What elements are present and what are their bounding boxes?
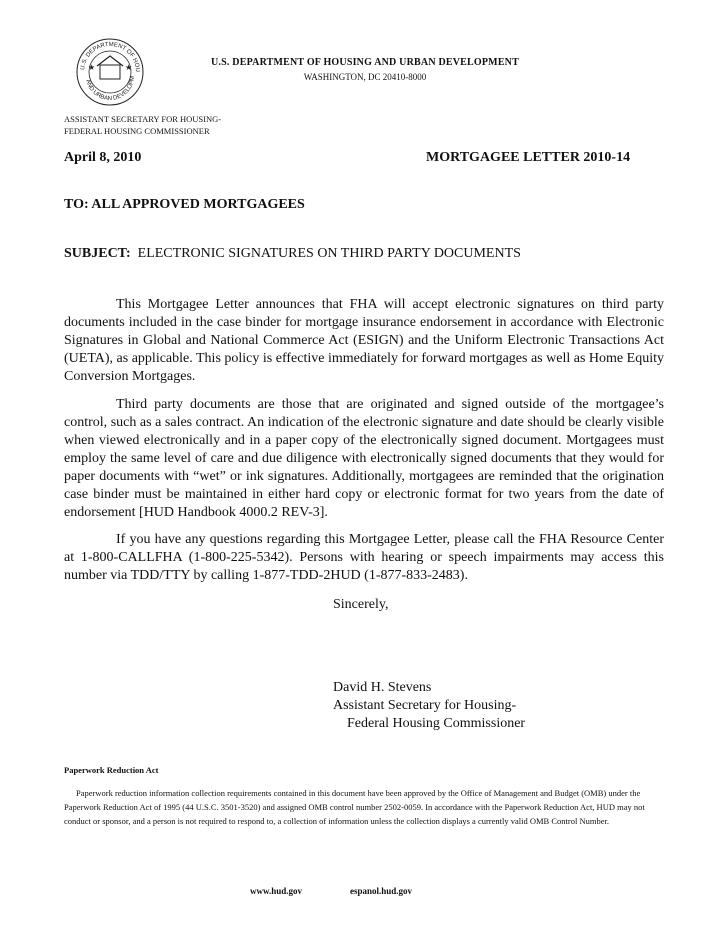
paperwork-title: Paperwork Reduction Act: [64, 765, 159, 775]
espanol-website-link[interactable]: espanol.hud.gov: [350, 886, 413, 896]
department-name: U.S. DEPARTMENT OF HOUSING AND URBAN DEVELOPMENT: [211, 57, 519, 68]
letter-date: April 8, 2010: [64, 150, 142, 165]
body-paragraph-1: This Mortgagee Letter announces that FHA will accept electronic signatures on third party documents included in the case binder for mortgage insurance endorsement in accordance with Electronic Signatures in Global and National Commerce Act (ESIGN) and the Uniform Electronic Transactions Act (UETA), as applicable. This policy is effective immediately for forward mortgages as well as Home Equity Conversion Mortgages.: [64, 297, 664, 384]
office-block: [64, 113, 221, 137]
signer-title-1: Assistant Secretary for Housing-: [333, 698, 517, 713]
signature-block: [333, 679, 525, 733]
footer-links: [250, 886, 412, 896]
hud-seal-logo: [74, 36, 146, 108]
hud-website-link[interactable]: www.hud.gov: [250, 886, 303, 896]
svg-text:★: ★: [125, 63, 133, 72]
letter-number: MORTGAGEE LETTER 2010-14: [426, 150, 631, 165]
subject-label: SUBJECT:: [64, 246, 131, 261]
closing-salutation: Sincerely,: [333, 597, 389, 612]
department-address: WASHINGTON, DC 20410-8000: [303, 72, 427, 82]
subject-text: ELECTRONIC SIGNATURES ON THIRD PARTY DOCUMENTS: [137, 246, 521, 261]
office-line-1: ASSISTANT SECRETARY FOR HOUSING-: [64, 114, 222, 124]
signer-title-2: Federal Housing Commissioner: [347, 716, 526, 731]
hud-seal-icon: [74, 36, 146, 108]
body-paragraph-2: Third party documents are those that are originated and signed outside of the mortgagee’s control, such as a sales contract. An indication of the electronic signature and date should be clearly visible when viewed electronically and in a paper copy of the electronically signed document. Mortgagees must employ the same level of care and due diligence with electronically signed documents that they would for paper documents with “wet” or ink signatures. Additionally, mortgagees are reminded that the origination case binder must be maintained in either hard copy or electronic format for two years from the date of endorsement [HUD Handbook 4000.2 REV-3].: [64, 397, 664, 520]
signer-name: David H. Stevens: [333, 680, 432, 695]
paperwork-text: Paperwork reduction information collection requirements contained in this document have been approved by the Office of Management and Budget (OMB) under the Paperwork Reduction Act of 1995 (44 U.S.C. 3501-3520) and assigned OMB control number 2502-0059. In accordance with the Paperwork Reduction Act, HUD may not conduct or sponsor, and a person is not required to respond to, a collection of information unless the collection displays a currently valid OMB Control Number.: [64, 788, 645, 826]
body-paragraph-3: If you have any questions regarding this Mortgagee Letter, please call the FHA Resource Center at 1-800-CALLFHA (1-800-225-5342). Persons with hearing or speech impairments may access this number via TDD/TTY by calling 1-877-TDD-2HUD (1-877-833-2483).: [64, 532, 664, 583]
office-line-2: FEDERAL HOUSING COMMISSIONER: [64, 126, 210, 136]
svg-text:AND URBAN DEVELOPMENT: AND URBAN DEVELOPM: [84, 75, 137, 103]
svg-text:★: ★: [88, 63, 96, 72]
recipient-line: TO: ALL APPROVED MORTGAGEES: [64, 197, 305, 212]
subject-line: [64, 246, 521, 262]
svg-text:U.S. DEPARTMENT OF HOUSING: U.S. DEPARTMENT OF HOU: [80, 41, 141, 73]
